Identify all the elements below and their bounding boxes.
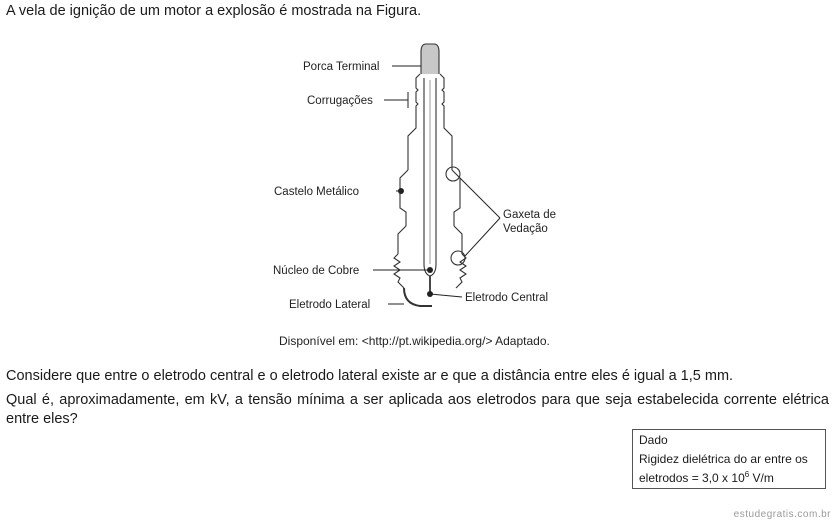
label-eletrodo-central: Eletrodo Central <box>465 292 549 304</box>
spark-plug-diagram <box>270 38 570 318</box>
label-castelo-metalico: Castelo Metálico <box>274 186 360 198</box>
dado-title: Dado <box>639 433 668 447</box>
label-gaxeta-line1: Gaxeta de <box>503 209 557 221</box>
dado-exponent: 6 <box>744 470 750 479</box>
label-corrugacoes: Corrugações <box>307 95 373 107</box>
watermark: estudegratis.com.br <box>733 509 831 520</box>
dado-line1: Rigidez dielétrica do ar entre os <box>639 452 808 466</box>
question-line1: Considere que entre o eletrodo central e o eletrodo lateral existe ar e que a distância entre eles é igual a 1,5 mm. <box>6 368 734 384</box>
figure-source: Disponível em: <http://pt.wikipedia.org/> Adaptado. <box>279 334 550 348</box>
label-nucleo-de-cobre: Núcleo de Cobre <box>273 265 360 277</box>
question-line2: Qual é, aproximadamente, em kV, a tensão mínima a ser aplicada aos eletrodos para que seja estabelecida corrente elétrica entre eles? <box>6 392 829 427</box>
spark-plug-figure <box>270 38 570 318</box>
label-porca-terminal: Porca Terminal <box>303 61 380 73</box>
dado-line2 <box>639 469 825 488</box>
dado-line2-suffix: V/m <box>749 471 774 485</box>
label-gaxeta-line2: Vedação <box>503 223 548 235</box>
dado-box <box>632 429 826 489</box>
label-eletrodo-lateral: Eletrodo Lateral <box>289 299 371 311</box>
dado-line2-prefix: eletrodos = 3,0 x 10 <box>639 471 745 485</box>
intro-text: A vela de ignição de um motor a explosão é mostrada na Figura. <box>6 3 422 19</box>
